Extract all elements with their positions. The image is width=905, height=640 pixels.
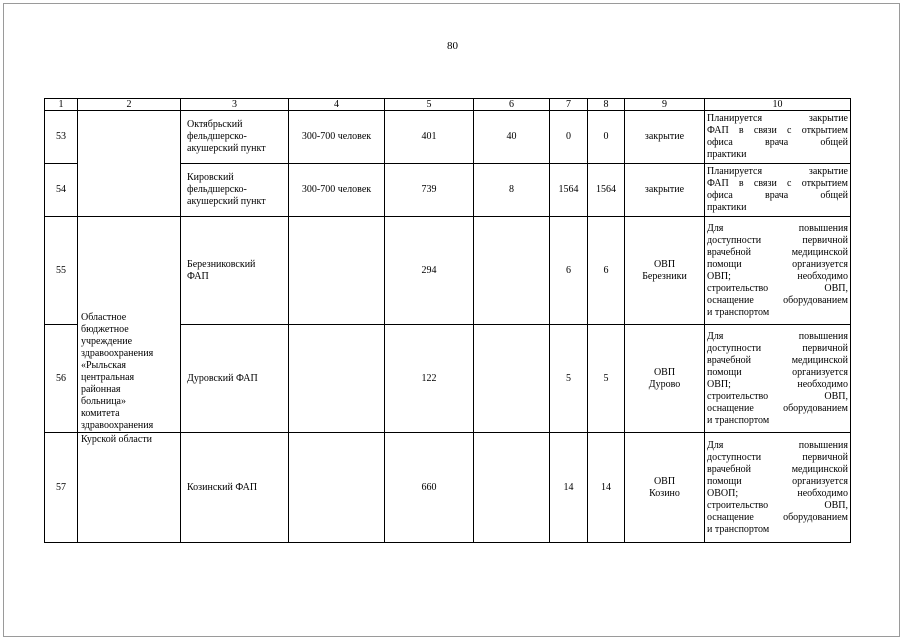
organization-line: Областное (81, 312, 127, 323)
note-line: оснащение оборудованием (707, 402, 848, 414)
note-cell (705, 111, 851, 164)
note-line: помощи организуется (707, 475, 848, 487)
facility-name-line: акушерский пункт (187, 143, 266, 154)
organization-line: районная (81, 384, 121, 395)
facility-name-line: ФАП (187, 270, 209, 282)
decision-line: закрытие (644, 184, 685, 195)
row-number: 56 (45, 325, 78, 433)
value-col8: 5 (588, 325, 625, 433)
note-line: практики (707, 149, 747, 160)
facility-name (181, 325, 289, 433)
row-number: 54 (45, 164, 78, 217)
column-number: 1 (45, 99, 78, 111)
value-col6 (474, 217, 550, 325)
note-line: строительство ОВП, (707, 499, 848, 511)
value-col6: 40 (474, 111, 550, 164)
note-line: ОВП; необходимо (707, 378, 848, 390)
note-line: врачебной медицинской (707, 354, 848, 366)
note-line: Для повышения (707, 439, 848, 451)
facility-name-line: фельдшерско- (187, 184, 247, 195)
note-line: доступности первичной (707, 451, 848, 463)
column-number: 7 (550, 99, 588, 111)
note-line: ОВОП; необходимо (707, 487, 848, 499)
note-line: ФАП в связи с открытием (707, 178, 848, 189)
value-col5: 739 (385, 164, 474, 217)
note-cell (705, 217, 851, 325)
row-number: 57 (45, 433, 78, 543)
value-col7: 1564 (550, 164, 588, 217)
facility-name-line: акушерский пункт (187, 196, 266, 207)
decision-cell (625, 111, 705, 164)
column-number: 5 (385, 99, 474, 111)
organization-cell-empty (78, 111, 181, 217)
note-line: доступности первичной (707, 342, 848, 354)
value-col5: 294 (385, 217, 474, 325)
facility-name (181, 217, 289, 325)
note-cell (705, 325, 851, 433)
decision-line: ОВП (653, 258, 676, 270)
note-line: Планируется закрытие (707, 113, 848, 124)
decision-line: Дурово (648, 378, 681, 390)
value-col8: 1564 (588, 164, 625, 217)
organization-line: учреждение (81, 336, 133, 347)
population-cell: 300-700 человек (289, 164, 385, 217)
value-col6 (474, 433, 550, 543)
column-number: 8 (588, 99, 625, 111)
population-cell (289, 433, 385, 543)
value-col6 (474, 325, 550, 433)
note-line: строительство ОВП, (707, 282, 848, 294)
note-line: офиса врача общей (707, 137, 848, 148)
value-col7: 0 (550, 111, 588, 164)
note-line: Для повышения (707, 222, 848, 234)
note-line: ФАП в связи с открытием (707, 125, 848, 136)
value-col5: 401 (385, 111, 474, 164)
organization-line: Курской области (81, 434, 152, 445)
note-line: оснащение оборудованием (707, 294, 848, 306)
note-line: врачебной медицинской (707, 246, 848, 258)
page-number: 80 (447, 40, 458, 52)
value-col8: 14 (588, 433, 625, 543)
organization-line: больница» (81, 396, 126, 407)
organization-line: комитета (81, 408, 120, 419)
note-line: оснащение оборудованием (707, 511, 848, 523)
organization-line: бюджетное (81, 324, 129, 335)
organization-line: центральная (81, 372, 135, 383)
facility-name (181, 111, 289, 164)
row-number: 55 (45, 217, 78, 325)
note-cell (705, 433, 851, 543)
note-cell (705, 164, 851, 217)
note-line: Для повышения (707, 330, 848, 342)
note-line: ОВП; необходимо (707, 270, 848, 282)
decision-cell (625, 217, 705, 325)
organization-line: здравоохранения (81, 348, 154, 359)
population-cell (289, 325, 385, 433)
facility-name-line: Октябрьский (187, 119, 243, 130)
table-row (45, 433, 851, 543)
organization-cell-continued (78, 433, 181, 543)
facility-name-line: Кировский (187, 172, 234, 183)
note-line: и транспортом (707, 414, 770, 426)
value-col5: 660 (385, 433, 474, 543)
note-line: и транспортом (707, 306, 770, 318)
value-col8: 0 (588, 111, 625, 164)
organization-cell (78, 217, 181, 433)
facilities-table (44, 98, 851, 543)
note-line: строительство ОВП, (707, 390, 848, 402)
decision-line: ОВП (653, 475, 676, 487)
column-number: 3 (181, 99, 289, 111)
population-cell: 300-700 человек (289, 111, 385, 164)
column-number: 6 (474, 99, 550, 111)
column-number: 10 (705, 99, 851, 111)
value-col6: 8 (474, 164, 550, 217)
row-number: 53 (45, 111, 78, 164)
decision-line: Березники (642, 270, 687, 282)
facility-name-line: Березниковский (187, 258, 256, 270)
note-line: и транспортом (707, 523, 770, 535)
decision-line: Козино (649, 487, 680, 499)
table-row (45, 217, 851, 325)
value-col7: 14 (550, 433, 588, 543)
note-line: практики (707, 202, 747, 213)
decision-cell (625, 325, 705, 433)
organization-line: здравоохранения (81, 420, 154, 431)
value-col5: 122 (385, 325, 474, 433)
decision-cell (625, 164, 705, 217)
note-line: Планируется закрытие (707, 166, 848, 177)
facility-name-line: Дуровский ФАП (187, 372, 258, 384)
decision-line: ОВП (653, 366, 676, 378)
decision-cell (625, 433, 705, 543)
decision-line: закрытие (644, 131, 685, 142)
value-col8: 6 (588, 217, 625, 325)
note-line: врачебной медицинской (707, 463, 848, 475)
facility-name-line: Козинский ФАП (187, 481, 258, 493)
note-line: доступности первичной (707, 234, 848, 246)
column-number: 9 (625, 99, 705, 111)
population-cell (289, 217, 385, 325)
value-col7: 5 (550, 325, 588, 433)
facility-name (181, 164, 289, 217)
column-number: 4 (289, 99, 385, 111)
note-line: помощи организуется (707, 258, 848, 270)
organization-line: «Рыльская (81, 360, 127, 371)
note-line: офиса врача общей (707, 190, 848, 201)
note-line: помощи организуется (707, 366, 848, 378)
facility-name (181, 433, 289, 543)
value-col7: 6 (550, 217, 588, 325)
column-number-row (45, 99, 851, 111)
facility-name-line: фельдшерско- (187, 131, 247, 142)
table-row (45, 111, 851, 164)
column-number: 2 (78, 99, 181, 111)
